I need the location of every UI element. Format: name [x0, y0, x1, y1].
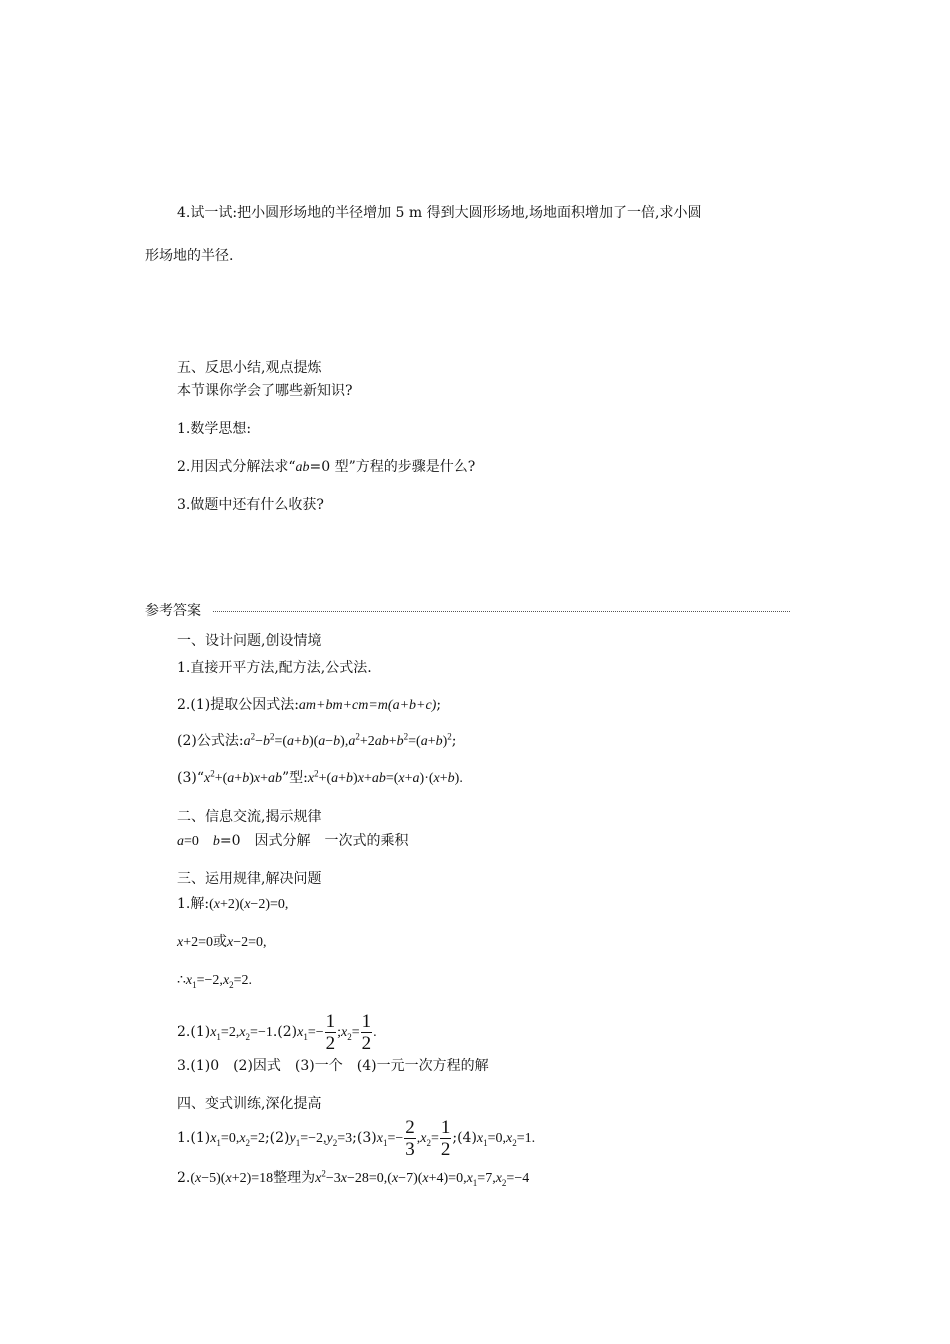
- fraction-one-half: $\frac{1}{2}$: [325, 1010, 336, 1054]
- question-4-line-1: 4.试一试:把小圆形场地的半径增加 5 m 得到大圆形场地,场地面积增加了一倍,求小圆: [177, 205, 702, 221]
- section-5-item-3: 3.做题中还有什么收获?: [177, 497, 324, 513]
- answer-s4-heading: 四、变式训练,深化提高: [177, 1096, 322, 1112]
- answer-s3-3: 3.(1)0 (2)因式 (3)一个 (4)一元一次方程的解: [177, 1058, 489, 1074]
- section-5-item-2: 2.用因式分解法求“ab=0 型”方程的步骤是什么?: [177, 459, 476, 475]
- answers-title: 参考答案: [145, 603, 201, 619]
- answer-s3-heading: 三、运用规律,解决问题: [177, 871, 322, 887]
- answer-s1-2: 2.(1)提取公因式法:am+bm+cm=m(a+b+c);: [177, 697, 442, 713]
- fraction-one-half: $\frac{1}{2}$: [440, 1116, 451, 1160]
- answer-s3-2: $2.(1)x_1=2,x_2=-1.(2)x_1=-$ $\frac{1}{2}$ $;x_2=$ $\frac{1}{2}$ .: [177, 1010, 377, 1054]
- question-4-line-2: 形场地的半径.: [145, 248, 234, 264]
- section-5-item-1: 1.数学思想:: [177, 421, 252, 437]
- answer-s2-content: a=0 b=0 因式分解 一次式的乘积: [177, 833, 409, 849]
- answers-divider: [213, 611, 790, 612]
- answer-s3-1b: x+2=0或x−2=0,: [177, 934, 267, 950]
- answer-s4-2: 2.(x−5)(x+2)=18整理为$x^2-3x-28=0,(x-7)(x+4)=0,x_1=7,x_2=-4$: [177, 1168, 530, 1188]
- section-5-intro: 本节课你学会了哪些新知识?: [177, 383, 353, 399]
- section-5-heading: 五、反思小结,观点提炼: [177, 360, 322, 376]
- answer-s3-1: 1.解:(x+2)(x−2)=0,: [177, 896, 289, 912]
- answer-s1-heading: 一、设计问题,创设情境: [177, 633, 322, 649]
- answer-s4-1: $1.(1)x_1=0,x_2=2;(2)y_1=-2,y_2=3;(3)x_1=-$ $\frac{2}{3}$ $,x_2=$ $\frac{1}{2}$ $;(4)x_1=0,x_2=1$.: [177, 1116, 536, 1160]
- answer-s2-heading: 二、信息交流,揭示规律: [177, 809, 322, 825]
- fraction-two-thirds: $\frac{2}{3}$: [405, 1116, 415, 1160]
- fraction-one-half: $\frac{1}{2}$: [361, 1010, 372, 1054]
- answer-s1-3: (2)公式法$:a^2-b^2=(a+b)(a-b),a^2+2ab+b^2=(a+b)^2$;: [177, 731, 457, 749]
- answer-s1-1: 1.直接开平方法,配方法,公式法.: [177, 660, 372, 676]
- answer-s3-1c: $\therefore x_1=-2,x_2=2$.: [177, 972, 253, 990]
- answer-s1-4: $(3)“x^2+(a+b)x+ab$”型$:x^2+(a+b)x+ab=(x+a)\cdot(x+b)$.: [177, 768, 463, 786]
